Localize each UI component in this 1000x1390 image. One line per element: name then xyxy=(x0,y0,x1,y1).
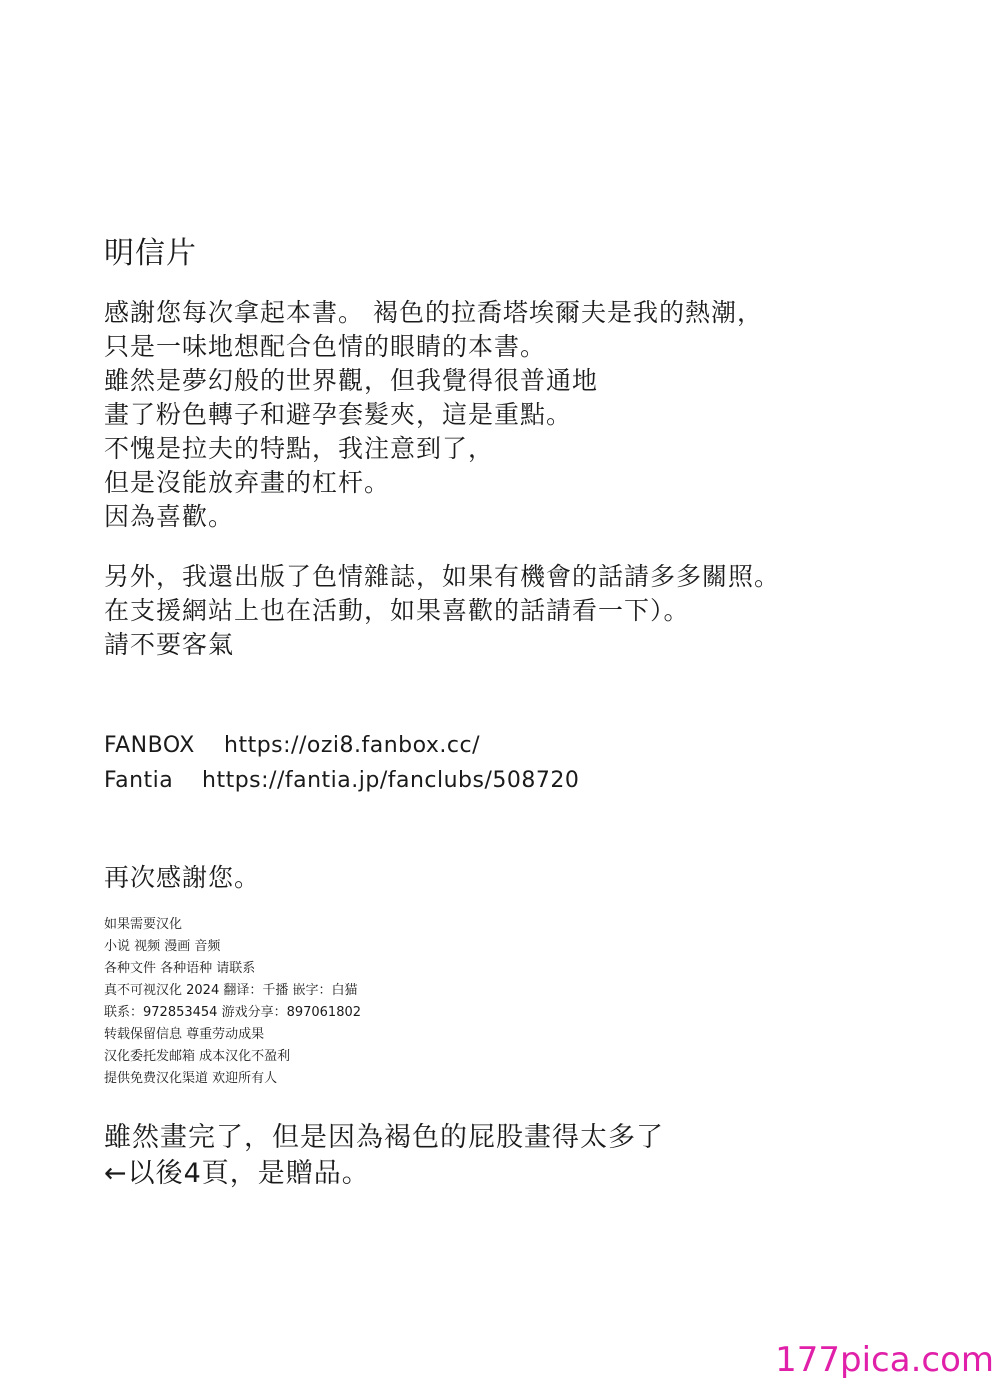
credit-line: 小说 视频 漫画 音频 xyxy=(104,939,221,954)
credit-line: 真不可视汉化 2024 翻译：千播 嵌字：白猫 xyxy=(104,983,358,998)
credit-line: 各种文件 各种语种 请联系 xyxy=(104,961,256,976)
credit-line: 联系：972853454 游戏分享：897061802 xyxy=(104,1005,362,1020)
fantia-url: https://fantia.jp/fanclubs/508720 xyxy=(202,768,580,793)
paragraph-line: 只是一味地想配合色情的眼睛的本書。 xyxy=(104,332,547,361)
fanbox-label: FANBOX xyxy=(104,733,195,758)
site-watermark: 177pica.com xyxy=(775,1340,994,1380)
ending-line: ←以後4頁，是贈品。 xyxy=(104,1158,370,1189)
fantia-link-row xyxy=(104,763,579,798)
credit-line: 提供免费汉化渠道 欢迎所有人 xyxy=(104,1071,278,1086)
credit-line: 转载保留信息 尊重劳动成果 xyxy=(104,1027,265,1042)
credit-line: 汉化委托发邮箱 成本汉化不盈利 xyxy=(104,1049,291,1064)
ending-line: 雖然畫完了，但是因為褐色的屁股畫得太多了 xyxy=(104,1122,664,1153)
paragraph-line: 請不要客氣 xyxy=(104,630,235,659)
credit-line: 如果需要汉化 xyxy=(104,917,183,932)
fanbox-link-row xyxy=(104,728,579,763)
paragraph-line: 不愧是拉夫的特點，我注意到了， xyxy=(104,434,495,463)
support-links xyxy=(104,728,579,798)
support-paragraph xyxy=(104,560,780,662)
paragraph-line: 感謝您每次拿起本書。 褐色的拉喬塔埃爾夫是我的熱潮， xyxy=(104,298,763,327)
paragraph-line: 另外，我還出版了色情雜誌，如果有機會的話請多多關照。 xyxy=(104,562,781,591)
translation-credits xyxy=(104,914,361,1090)
ending-note xyxy=(104,1120,664,1192)
page-title: 明信片 xyxy=(104,236,197,271)
thanks-text: 再次感謝您。 xyxy=(104,863,261,892)
fanbox-url: https://ozi8.fanbox.cc/ xyxy=(224,733,481,758)
paragraph-line: 雖然是夢幻般的世界觀，但我覺得很普通地 xyxy=(104,366,599,395)
intro-paragraph xyxy=(104,296,763,534)
paragraph-line: 因為喜歡。 xyxy=(104,502,235,531)
paragraph-line: 畫了粉色轉子和避孕套髮夾，這是重點。 xyxy=(104,400,573,429)
paragraph-line: 在支援網站上也在活動，如果喜歡的話請看一下）。 xyxy=(104,596,690,625)
paragraph-line: 但是沒能放弃畫的杠杆。 xyxy=(104,468,391,497)
fantia-label: Fantia xyxy=(104,768,174,793)
